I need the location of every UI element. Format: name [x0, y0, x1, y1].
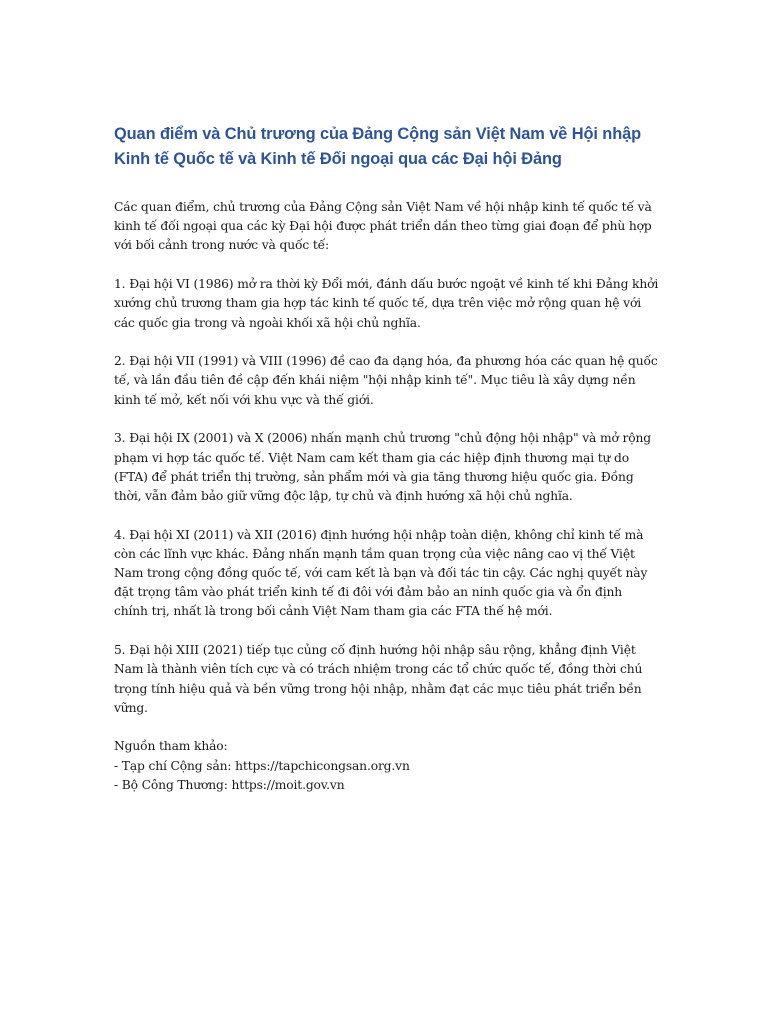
point-paragraph-1: 1. Đại hội VI (1986) mở ra thời kỳ Đổi mới, đánh dấu bước ngoặt về kinh tế khi Đảng khởi xướng chủ trương tham gia hợp tác kinh tế quốc tế, dựa trên việc mở rộng quan hệ với các quốc gia trong và ngoài khối xã hội chủ nghĩa. — [114, 277, 659, 330]
document-title: Quan điểm và Chủ trương của Đảng Cộng sản Việt Nam về Hội nhập Kinh tế Quốc tế và Kinh tế Đối ngoại qua các Đại hội Đảng — [114, 125, 642, 168]
point-paragraph-4: 4. Đại hội XI (2011) và XII (2016) định hướng hội nhập toàn diện, không chỉ kinh tế mà còn các lĩnh vực khác. Đảng nhấn mạnh tầm quan trọng của việc nâng cao vị thế Việt Nam trong cộng đồng quốc tế, với cam kết là bạn và đối tác tin cậy. Các nghị quyết này đặt trọng tâm vào phát triển kinh tế đi đôi với đảm bảo an ninh quốc gia và ổn định chính trị, nhất là trong bối cảnh Việt Nam tham gia các FTA thế hệ mới. — [114, 527, 648, 619]
point-paragraph-5: 5. Đại hội XIII (2021) tiếp tục củng cố định hướng hội nhập sâu rộng, khẳng định Việt Nam là thành viên tích cực và có trách nhiệm trong các tổ chức quốc tế, đồng thời chú trọng tính hiệu quả và bền vững trong hội nhập, nhằm đạt các mục tiêu phát triển bền vững. — [114, 643, 643, 715]
point-paragraph-2: 2. Đại hội VII (1991) và VIII (1996) đề cao đa dạng hóa, đa phương hóa các quan hệ quốc tế, và lần đầu tiên đề cập đến khái niệm "hội nhập kinh tế". Mục tiêu là xây dựng nền kinh tế mở, kết nối với khu vực và thế giới. — [114, 354, 658, 407]
point-paragraph-3: 3. Đại hội IX (2001) và X (2006) nhấn mạnh chủ trương "chủ động hội nhập" và mở rộng phạm vi hợp tác quốc tế. Việt Nam cam kết tham gia các hiệp định thương mại tự do (FTA) để phát triển thị trường, sản phẩm mới và gia tăng thương hiệu quốc gia. Đồng thời, vẫn đảm bảo giữ vững độc lập, tự chủ và định hướng xã hội chủ nghĩa. — [114, 431, 651, 503]
document-page — [114, 122, 659, 795]
source-item-1: - Tạp chí Cộng sản: https://tapchicongsan.org.vn — [114, 758, 410, 773]
source-item-2: - Bộ Công Thương: https://moit.gov.vn — [114, 777, 345, 792]
sources-heading: Nguồn tham khảo: — [114, 739, 228, 754]
sources-section — [114, 737, 659, 795]
intro-paragraph: Các quan điểm, chủ trương của Đảng Cộng sản Việt Nam về hội nhập kinh tế quốc tế và kinh tế đối ngoại qua các kỳ Đại hội được phát triển dần theo từng giai đoạn để phù hợp với bối cảnh trong nước và quốc tế: — [114, 200, 652, 253]
